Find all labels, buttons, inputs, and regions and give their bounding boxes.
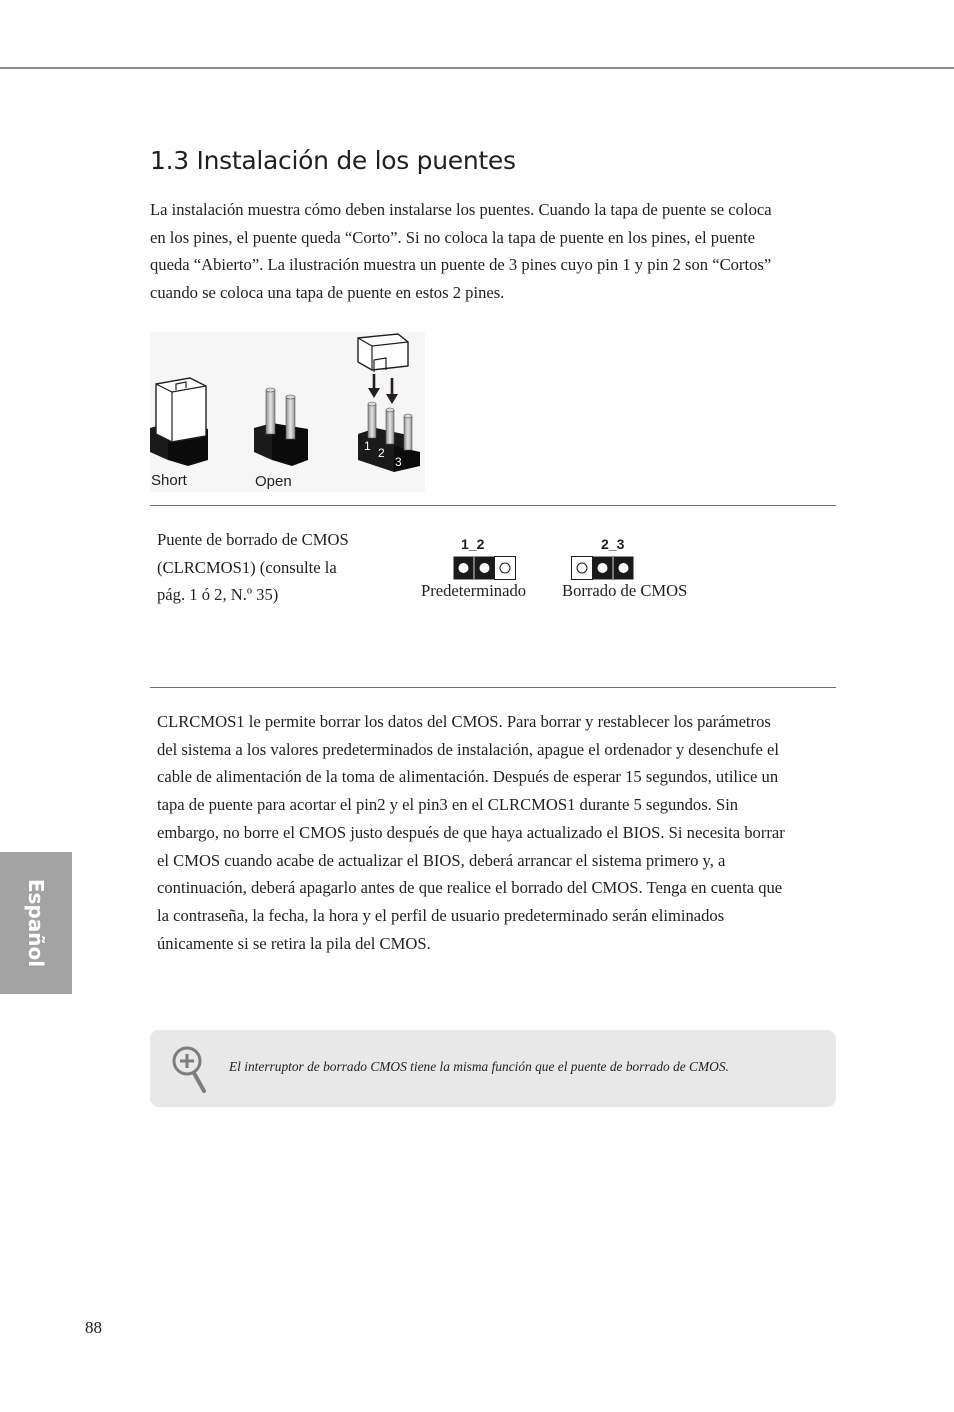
short-jumper [150, 378, 208, 466]
jumper-name: Puente de borrado de CMOS (CLRCMOS1) (consulte la pág. 1 ó 2, N.º 35) [157, 530, 349, 605]
default-pin-header [453, 556, 516, 580]
note-text: El interruptor de borrado CMOS tiene la misma función que el puente de borrado de CMOS. [229, 1059, 729, 1074]
clear-label: Borrado de CMOS [562, 581, 688, 600]
jumper-illustration [150, 332, 425, 492]
table-top-rule [150, 505, 836, 506]
open-label: Open [255, 473, 292, 490]
note-box [150, 1030, 836, 1107]
default-label: Predeterminado [421, 581, 527, 600]
language-side-tab [0, 852, 72, 994]
pin-number-3: 3 [395, 455, 402, 469]
page-number: 88 [85, 1318, 102, 1337]
intro-paragraph: La instalación muestra cómo deben instalarse los puentes. Cuando la tapa de puente se coloca en los pines, el puente queda “Corto”. Si no coloca la tapa de puente en los pines, el puente queda “Abierto”. La ilustración muestra un puente de 3 pines cuyo pin 1 y pin 2 son “Cortos” cuando se coloca una tapa de puente en estos 2 pines. [150, 200, 772, 302]
body-paragraph: CLRCMOS1 le permite borrar los datos del CMOS. Para borrar y restablecer los parámetros del sistema a los valores predeterminados de instalación, apague el ordenador y desenchufe el cable de alimentación de la toma de alimentación. Después de esperar 15 segundos, utilice un tapa de puente para acortar el pin2 y el pin3 en el CLRCMOS1 durante 5 segundos. Sin embargo, no borre el CMOS justo después de que haya actualizado el BIOS. Si necesita borrar el CMOS cuando acabe de actualizar el BIOS, deberá arrancar el sistema primero y, a continuación, deberá apagarlo antes de que realice el borrado del CMOS. Tenga en cuenta que la contraseña, la fecha, la hora y el perfil de usuario predeterminado serán eliminados únicamente si se retira la pila del CMOS. [157, 712, 785, 953]
language-label: Español [24, 878, 48, 968]
short-label: Short [151, 472, 187, 489]
jumper-diagram [150, 332, 425, 492]
default-pins-title: 1_2 [461, 536, 485, 552]
magnifier-plus-icon [170, 1044, 210, 1094]
pin-number-2: 2 [378, 446, 385, 460]
clear-pin-header [571, 556, 634, 580]
table-bottom-rule [150, 687, 836, 688]
section-title: 1.3 Instalación de los puentes [150, 146, 516, 175]
clear-pins-title: 2_3 [601, 536, 625, 552]
header-rule [0, 67, 954, 69]
pin-number-1: 1 [364, 439, 371, 453]
